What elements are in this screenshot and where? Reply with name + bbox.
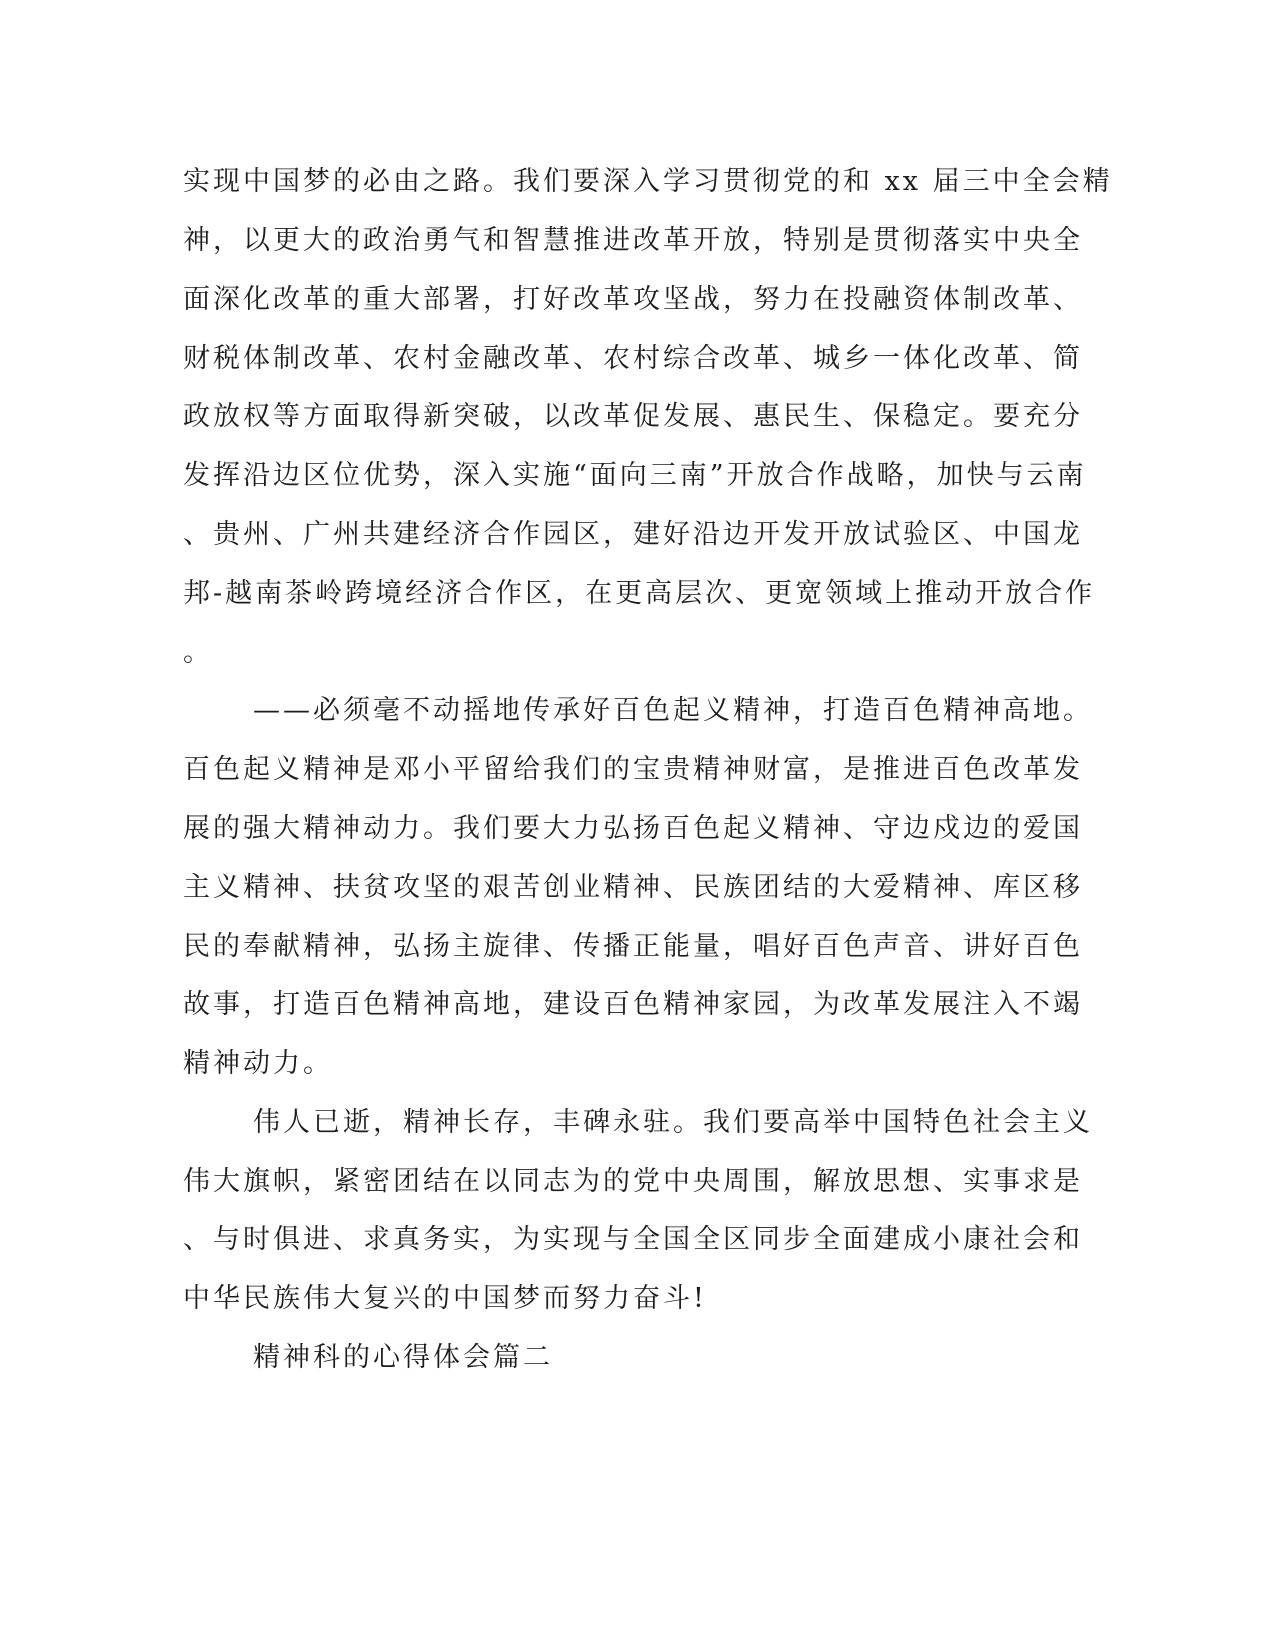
- text-line: 伟大旗帜，紧密团结在以同志为的党中央周围，解放思想、实事求是: [183, 1166, 1083, 1197]
- text-line: 、贵州、广州共建经济合作园区，建好沿边开发开放试验区、中国龙: [183, 519, 1083, 550]
- text-line: 神，以更大的政治勇气和智慧推进改革开放，特别是贯彻落实中央全: [183, 225, 1083, 256]
- paragraph-heading-line: ——必须毫不动摇地传承好百色起义精神，打造百色精神高地。: [253, 695, 1093, 726]
- text-line: 实现中国梦的必由之路。我们要深入学习贯彻党的和 xx 届三中全会精: [183, 166, 1113, 197]
- text-line: 民的奉献精神，弘扬主旋律、传播正能量，唱好百色声音、讲好百色: [183, 931, 1083, 962]
- text-line: 展的强大精神动力。我们要大力弘扬百色起义精神、守边戍边的爱国: [183, 813, 1083, 844]
- paragraph-first-line: 伟人已逝，精神长存，丰碑永驻。我们要高举中国特色社会主义: [253, 1107, 1093, 1138]
- text-line: 故事，打造百色精神高地，建设百色精神家园，为改革发展注入不竭: [183, 989, 1083, 1020]
- text-line: 中华民族伟大复兴的中国梦而努力奋斗!: [183, 1283, 707, 1314]
- text-line: 。: [183, 637, 213, 668]
- text-line: 百色起义精神是邓小平留给我们的宝贵精神财富，是推进百色改革发: [183, 754, 1083, 785]
- text-line: 政放权等方面取得新突破，以改革促发展、惠民生、保稳定。要充分: [183, 401, 1083, 432]
- text-line: 、与时俱进、求真务实，为实现与全国全区同步全面建成小康社会和: [183, 1224, 1083, 1255]
- text-line: 发挥沿边区位优势，深入实施“面向三南”开放合作战略，加快与云南: [183, 460, 1087, 491]
- text-line: 面深化改革的重大部署，打好改革攻坚战，努力在投融资体制改革、: [183, 284, 1083, 315]
- section-title: 精神科的心得体会篇二: [253, 1342, 553, 1373]
- text-line: 财税体制改革、农村金融改革、农村综合改革、城乡一体化改革、简: [183, 343, 1083, 374]
- text-line: 主义精神、扶贫攻坚的艰苦创业精神、民族团结的大爱精神、库区移: [183, 872, 1083, 903]
- text-line: 邦-越南茶岭跨境经济合作区，在更高层次、更宽领域上推动开放合作: [183, 578, 1096, 609]
- text-line: 精神动力。: [183, 1048, 333, 1079]
